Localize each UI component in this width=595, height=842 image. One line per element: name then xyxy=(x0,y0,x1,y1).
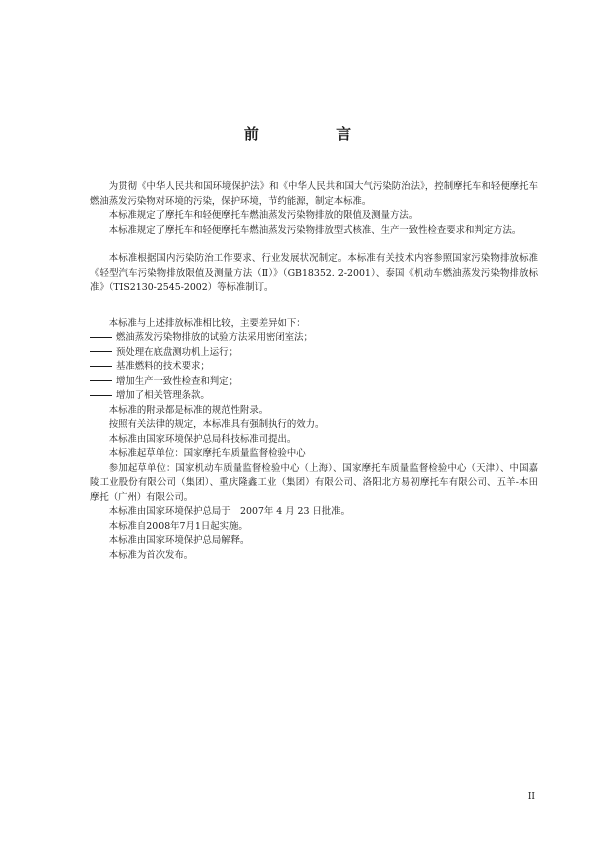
paragraph-purpose: 为贯彻《中华人民共和国环境保护法》和《中华人民共和国大气污染防治法》，控制摩托车和轻便摩托车燃油蒸发污染物对环境的污染，保护环境，节约能源，制定本标准。 xyxy=(90,181,538,207)
dash-bullet xyxy=(90,366,112,367)
page-title: 前 言 xyxy=(243,125,388,143)
paragraph-comparison-intro: 本标准与上述排放标准相比较，主要差异如下： xyxy=(108,317,306,329)
list-item-text: 基准燃料的技术要求； xyxy=(116,361,210,372)
list-item-text: 燃油蒸发污染物排放的试验方法采用密闭室法； xyxy=(116,332,313,343)
paragraph-legal-force: 按照有关法律的规定，本标准具有强制执行的效力。 xyxy=(108,419,325,430)
dash-bullet xyxy=(90,380,112,381)
paragraph-basis: 本标准根据国内污染防治工作要求、行业发展状况制定。本标准有关技术内容参照国家污染物排放标准《轻型汽车污染物排放限值及测量方法（Ⅱ）》（GB18352. 2-2001）、泰国《机动车燃油蒸发污染物排放标准》（TIS2130-2545-2002）等标准制订。 xyxy=(90,253,538,293)
paragraph-approval: 本标准由国家环境保护总局于 2007年 4 月 23 日批准。 xyxy=(108,506,350,517)
dash-bullet xyxy=(90,337,112,338)
paragraph-requirements: 本标准规定了摩托车和轻便摩托车燃油蒸发污染物排放型式核准、生产一致性检查要求和判定方法。 xyxy=(108,224,522,236)
list-item xyxy=(90,360,538,375)
list-item xyxy=(90,331,538,346)
paragraph-effective-date: 本标准自2008年7月1日起实施。 xyxy=(108,520,248,532)
paragraph-drafter: 本标准起草单位：国家摩托车质量监督检验中心 xyxy=(108,448,306,459)
list-item-text: 增加生产一致性检查和判定； xyxy=(116,375,238,387)
list-item xyxy=(90,375,538,390)
paragraph-scope: 本标准规定了摩托车和轻便摩托车燃油蒸发污染物排放的限值及测量方法。 xyxy=(108,210,419,221)
list-item xyxy=(90,346,538,361)
list-item-text: 增加了相关管理条款。 xyxy=(116,390,210,401)
paragraph-participants: 参加起草单位：国家机动车质量监督检验中心（上海）、国家摩托车质量监督检验中心（天津）、中国嘉陵工业股份有限公司（集团）、重庆隆鑫工业（集团）有限公司、洛阳北方易初摩托车有限公司、五羊-本田摩托（广州）有限公司。 xyxy=(90,462,538,503)
paragraph-first-release: 本标准为首次发布。 xyxy=(108,549,194,561)
paragraph-appendix: 本标准的附录都是标准的规范性附录。 xyxy=(108,404,269,416)
paragraph-proposer: 本标准由国家环境保护总局科技标准司提出。 xyxy=(108,433,297,445)
dash-bullet xyxy=(90,351,112,352)
dash-bullet xyxy=(90,395,112,396)
list-item-text: 预处理在底盘测功机上运行； xyxy=(116,346,238,358)
list-item xyxy=(90,389,538,404)
page-number: II xyxy=(527,792,535,802)
paragraph-interpretation: 本标准由国家环境保护总局解释。 xyxy=(108,535,250,546)
foreword-body xyxy=(90,180,538,563)
